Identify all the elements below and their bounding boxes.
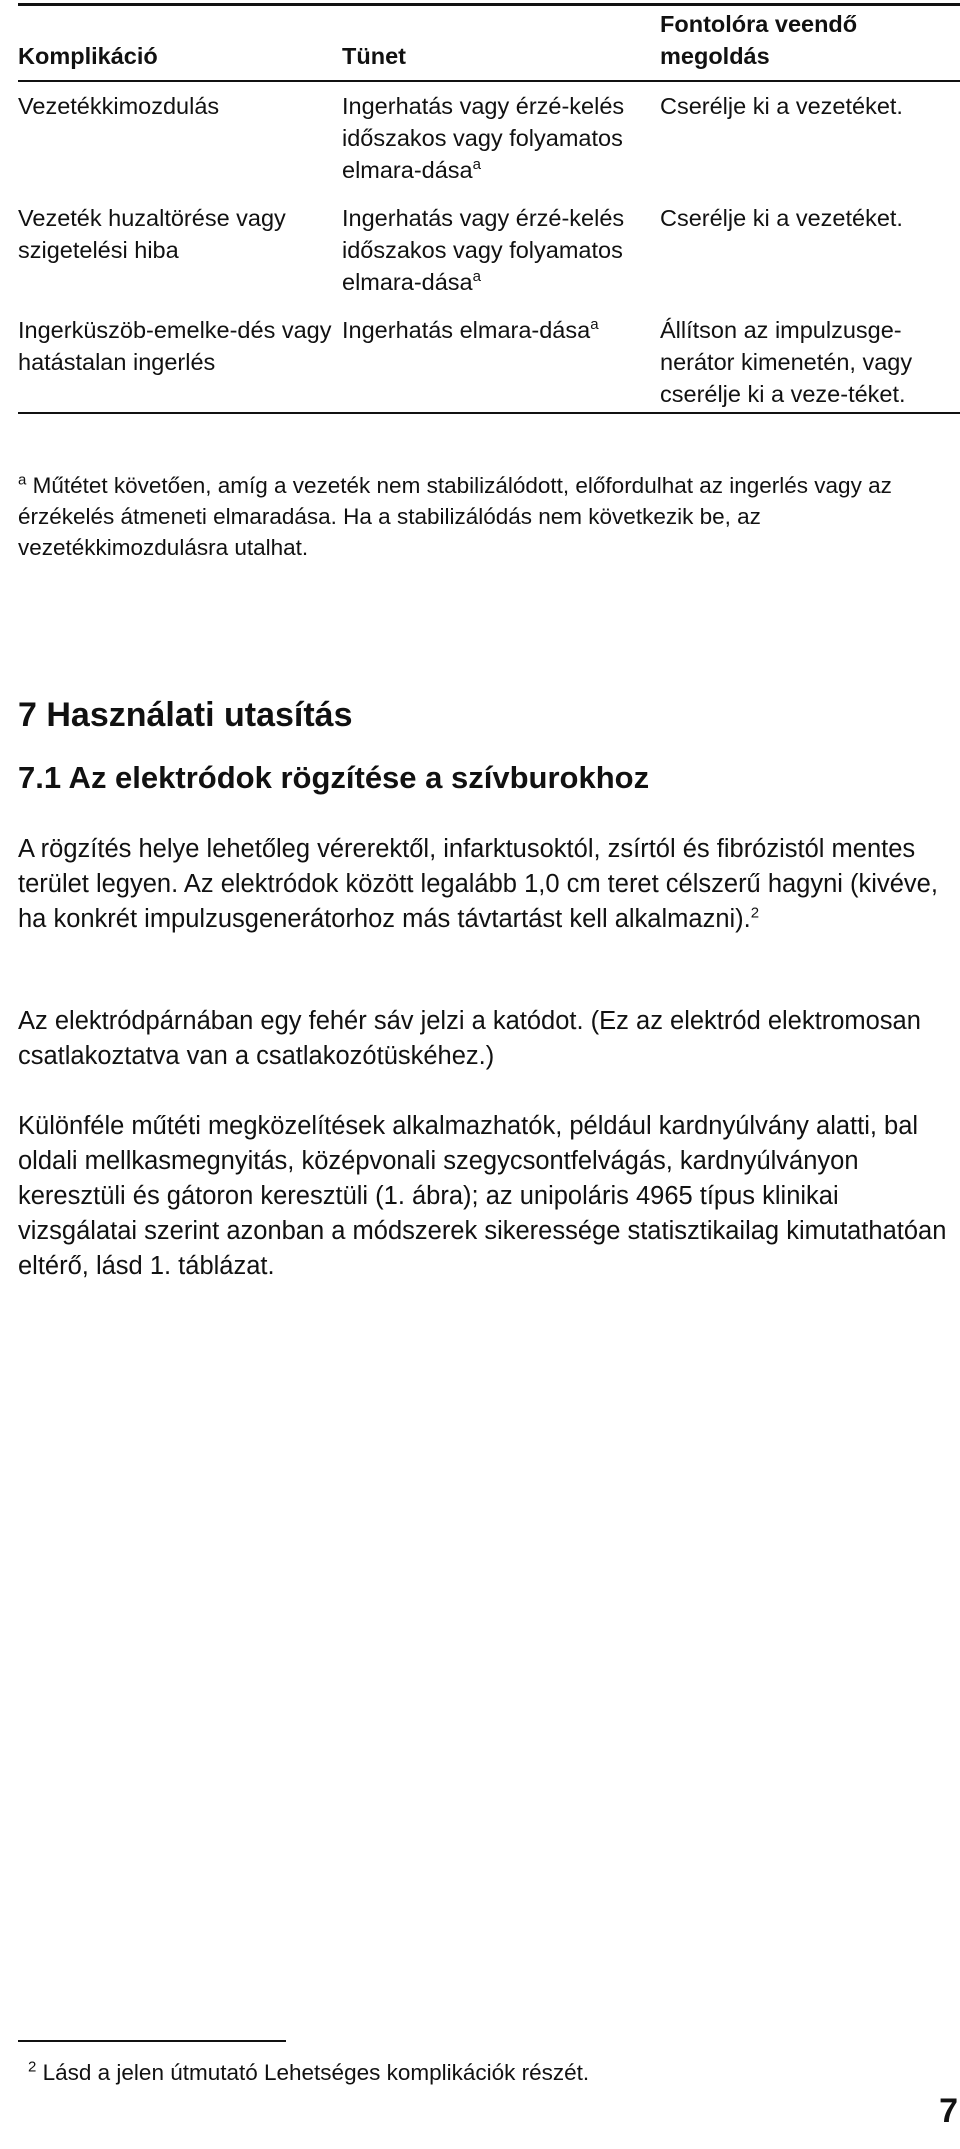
table-header-row <box>18 8 960 81</box>
table-footnote-marker: a <box>18 471 27 489</box>
cell-complication: Vezetékkimozdulás <box>18 93 220 119</box>
header-complication: Komplikáció <box>18 8 342 81</box>
table-row <box>18 81 960 202</box>
paragraph-fixation-site <box>18 832 960 937</box>
table-row <box>18 314 960 413</box>
paragraph-cathode: Az elektródpárnában egy fehér sáv jelzi a katódot. (Ez az elektród elektromosan csatlakoztatva van a csatlakozótüskéhez.) <box>18 1007 921 1070</box>
footnote-rule <box>18 2040 286 2042</box>
subsection-heading: 7.1 Az elektródok rögzítése a szívburokhoz <box>18 760 650 795</box>
cell-symptom <box>342 202 660 314</box>
page-number: 7 <box>939 2092 958 2130</box>
section-heading: 7 Használati utasítás <box>18 696 353 734</box>
cell-complication: Ingerküszöb-emelke-dés vagy hatástalan ingerlés <box>18 314 342 413</box>
footnote-marker: a <box>590 316 599 334</box>
page-footnote-marker: 2 <box>28 2058 37 2076</box>
symptom-text: Ingerhatás elmara-dása <box>342 317 591 343</box>
top-rule <box>18 3 960 6</box>
table-footnote-text: Műtétet követően, amíg a vezeték nem stabilizálódott, előfordulhat az ingerlés vagy az érzékelés átmeneti elmaradása. Ha a stabilizálódás nem következik be, az vezetékkimozdulásra utalhat. <box>18 473 892 560</box>
page-footnote-text: Lásd a jelen útmutató Lehetséges komplikációk részét. <box>42 2060 590 2085</box>
header-symptom: Tünet <box>342 8 660 81</box>
symptom-text: Ingerhatás vagy érzé-kelés időszakos vagy folyamatos elmara-dása <box>342 93 625 183</box>
cell-solution: Cserélje ki a vezetéket. <box>660 205 903 231</box>
paragraph-text: A rögzítés helye lehetőleg vérerektől, infarktusoktól, zsírtól és fibrózistól mentes terület legyen. Az elektródok között legalább 1,0 cm teret célszerű hagyni (kivéve, ha konkrét impulzusgenerátorhoz más távtartást kell alkalmazni). <box>18 835 938 933</box>
table-footnote <box>18 470 960 563</box>
symptom-text: Ingerhatás vagy érzé-kelés időszakos vagy folyamatos elmara-dása <box>342 205 625 295</box>
cell-symptom <box>342 314 660 413</box>
cell-complication: Vezeték huzaltörése vagy szigetelési hiba <box>18 205 286 263</box>
cell-symptom <box>342 81 660 202</box>
footnote-marker: a <box>472 268 481 286</box>
header-solution: Fontolóra veendő megoldás <box>660 8 960 81</box>
page-footnote <box>28 2058 589 2088</box>
cell-solution: Cserélje ki a vezetéket. <box>660 93 903 119</box>
footnote-marker: a <box>472 156 481 174</box>
complications-table <box>18 8 960 414</box>
footnote-ref: 2 <box>750 904 760 922</box>
cell-solution: Állítson az impulzusge-nerátor kimenetén, vagy cserélje ki a veze-téket. <box>660 314 960 413</box>
paragraph-approaches: Különféle műtéti megközelítések alkalmazhatók, például kardnyúlvány alatti, bal oldali mellkasmegnyitás, középvonali szegycsontfelvágás, kardnyúlványon keresztüli és gátoron keresztüli (1. ábra); az unipoláris 4965 típus klinikai vizsgálatai szerint azonban a módszerek sikeressége statisztikailag kimutathatóan eltérő, lásd 1. táblázat. <box>18 1112 947 1280</box>
table-row <box>18 202 960 314</box>
